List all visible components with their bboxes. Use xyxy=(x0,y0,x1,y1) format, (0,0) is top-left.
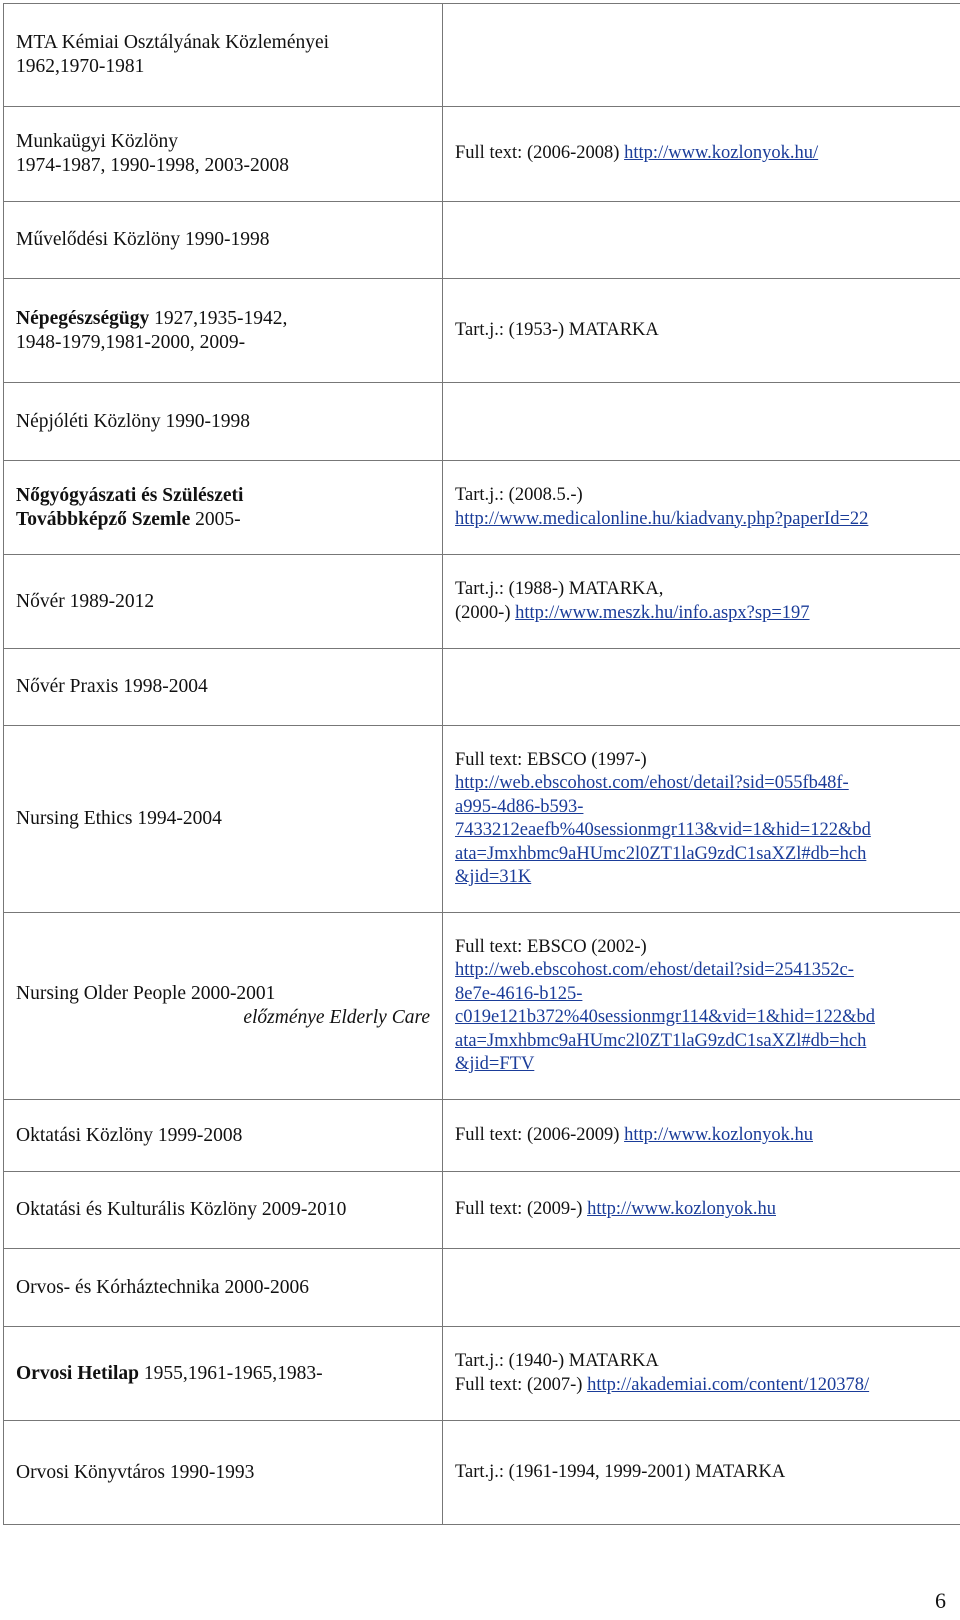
table-row xyxy=(4,383,960,461)
journal-years: 1927,1935-1942, xyxy=(154,307,288,329)
table-row xyxy=(4,461,960,555)
journal-years: 1974-1987, 1990-1998, 2003-2008 xyxy=(16,155,289,176)
journal-title-cell xyxy=(4,1421,443,1525)
journal-name: Nőgyógyászati és Szülészeti xyxy=(16,484,244,506)
table-row xyxy=(4,202,960,279)
journal-table xyxy=(3,3,960,1525)
fulltext-link[interactable]: http://www.kozlonyok.hu/ xyxy=(624,143,819,164)
journal-years: 1962,1970-1981 xyxy=(16,56,145,77)
table-row xyxy=(4,1249,960,1327)
ebsco-link-line[interactable]: &jid=FTV xyxy=(455,1054,535,1074)
journal-years: 1989-2012 xyxy=(69,590,155,612)
journal-years: 1990-1998 xyxy=(184,229,270,250)
journal-name: Orvos- és Kórháztechnika xyxy=(16,1276,220,1298)
journal-years: 2005- xyxy=(195,508,241,530)
holdings-cell xyxy=(443,107,960,202)
table-row xyxy=(4,913,960,1100)
journal-years-continued: 1948-1979,1981-2000, 2009- xyxy=(16,331,246,353)
page-number: 6 xyxy=(935,1588,946,1613)
publisher-link[interactable]: http://www.meszk.hu/info.aspx?sp=197 xyxy=(515,602,810,623)
holdings-cell xyxy=(443,555,960,649)
holdings-cell xyxy=(443,1249,960,1327)
journal-title-cell xyxy=(4,1327,443,1421)
table-row xyxy=(4,649,960,726)
journal-name: Nővér xyxy=(16,590,65,612)
holdings-cell xyxy=(443,913,960,1100)
journal-name: Orvosi Hetilap xyxy=(16,1362,139,1384)
holdings-note: Tart.j.: (1961-1994, 1999-2001) MATARKA xyxy=(455,1461,786,1482)
journal-name: Nursing Ethics xyxy=(16,808,133,829)
journal-name: Oktatási Közlöny xyxy=(16,1124,154,1146)
fulltext-label: Full text: EBSCO (2002-) xyxy=(455,936,647,957)
journal-title-cell xyxy=(4,555,443,649)
ebsco-link-line[interactable]: ata=Jmxhbmc9aHUmc2l0ZT1laG9zdC1saXZl#db=hch xyxy=(455,1030,867,1051)
ebsco-link-line[interactable]: a995-4d86-b593- xyxy=(455,796,584,817)
journal-years: 1998-2004 xyxy=(123,676,208,697)
holdings-cell xyxy=(443,1327,960,1421)
table-row xyxy=(4,107,960,202)
journal-title-cell xyxy=(4,4,443,107)
journal-name-continued: Továbbképző Szemle xyxy=(16,508,191,530)
journal-title-cell xyxy=(4,107,443,202)
fulltext-link[interactable]: http://www.kozlonyok.hu xyxy=(587,1199,776,1220)
journal-title-cell xyxy=(4,1100,443,1172)
fulltext-label: Full text: (2007-) xyxy=(455,1374,583,1395)
publisher-link[interactable]: http://www.medicalonline.hu/kiadvany.php?paperId=22 xyxy=(455,508,869,529)
table-row xyxy=(4,4,960,107)
ebsco-link-line[interactable]: c019e121b372%40sessionmgr114&vid=1&hid=122&bd xyxy=(455,1007,875,1027)
holdings-note: Tart.j.: (2008.5.-) xyxy=(455,485,583,505)
journal-name: Oktatási és Kulturális Közlöny xyxy=(16,1199,257,1220)
ebsco-link-line[interactable]: 7433212eaefb%40sessionmgr113&vid=1&hid=122&bd xyxy=(455,820,871,840)
journal-name: Népegészségügy xyxy=(16,307,150,329)
holdings-cell xyxy=(443,461,960,555)
journal-name: Nursing Older People xyxy=(16,983,187,1004)
journal-name: MTA Kémiai Osztályának Közleményei xyxy=(16,32,330,53)
journal-title-cell xyxy=(4,1172,443,1249)
ebsco-link-line[interactable]: http://web.ebscohost.com/ehost/detail?sid=055fb48f- xyxy=(455,773,849,793)
table-row xyxy=(4,1327,960,1421)
journal-title-cell xyxy=(4,202,443,279)
table-row xyxy=(4,279,960,383)
table-row xyxy=(4,555,960,649)
journal-years: 2000-2001 xyxy=(190,983,276,1004)
fulltext-label: Full text: (2006-2009) xyxy=(455,1124,620,1145)
holdings-note: Tart.j.: (1940-) MATARKA xyxy=(455,1351,659,1371)
holdings-cell xyxy=(443,726,960,913)
fulltext-link[interactable]: http://www.kozlonyok.hu xyxy=(624,1124,813,1145)
journal-title-cell xyxy=(4,913,443,1100)
ebsco-link-line[interactable]: ata=Jmxhbmc9aHUmc2l0ZT1laG9zdC1saXZl#db=hch xyxy=(455,843,867,864)
journal-years: 1994-2004 xyxy=(137,808,222,829)
holdings-cell xyxy=(443,4,960,107)
holdings-cell xyxy=(443,1421,960,1525)
fulltext-label: Full text: (2009-) xyxy=(455,1199,583,1220)
journal-name: Nővér Praxis xyxy=(16,676,119,697)
journal-title-cell xyxy=(4,726,443,913)
table-row xyxy=(4,726,960,913)
table-row xyxy=(4,1100,960,1172)
fulltext-label: Full text: EBSCO (1997-) xyxy=(455,749,647,770)
ebsco-link-line[interactable]: 8e7e-4616-b125- xyxy=(455,983,583,1004)
fulltext-label: Full text: (2006-2008) xyxy=(455,143,620,164)
holdings-prefix: (2000-) xyxy=(455,602,511,623)
journal-name: Népjóléti Közlöny xyxy=(16,410,161,432)
table-row xyxy=(4,1421,960,1525)
table-row xyxy=(4,1172,960,1249)
holdings-note: Tart.j.: (1953-) MATARKA xyxy=(455,319,659,340)
journal-years: 1955,1961-1965,1983- xyxy=(143,1362,323,1384)
ebsco-link-line[interactable]: &jid=31K xyxy=(455,867,532,887)
journal-years: 1990-1998 xyxy=(165,410,250,432)
journal-title-cell xyxy=(4,649,443,726)
journal-title-cell xyxy=(4,279,443,383)
predecessor-note: előzménye Elderly Care xyxy=(243,1007,430,1028)
holdings-cell xyxy=(443,279,960,383)
holdings-cell xyxy=(443,649,960,726)
journal-name: Művelődési Közlöny xyxy=(16,229,181,250)
journal-title-cell xyxy=(4,1249,443,1327)
journal-years: 1999-2008 xyxy=(157,1124,243,1146)
journal-years: 1990-1993 xyxy=(169,1461,255,1483)
journal-name: Orvosi Könyvtáros xyxy=(16,1461,165,1483)
holdings-cell xyxy=(443,1100,960,1172)
journal-title-cell xyxy=(4,383,443,461)
journal-name: Munkaügyi Közlöny xyxy=(16,131,178,152)
holdings-cell xyxy=(443,202,960,279)
fulltext-link[interactable]: http://akademiai.com/content/120378/ xyxy=(587,1374,870,1395)
journal-title-cell xyxy=(4,461,443,555)
holdings-cell xyxy=(443,1172,960,1249)
ebsco-link-line[interactable]: http://web.ebscohost.com/ehost/detail?sid=2541352c- xyxy=(455,960,854,980)
journal-years: 2000-2006 xyxy=(224,1276,309,1298)
holdings-note: Tart.j.: (1988-) MATARKA, xyxy=(455,579,664,599)
journal-years: 2009-2010 xyxy=(261,1199,347,1220)
holdings-cell xyxy=(443,383,960,461)
